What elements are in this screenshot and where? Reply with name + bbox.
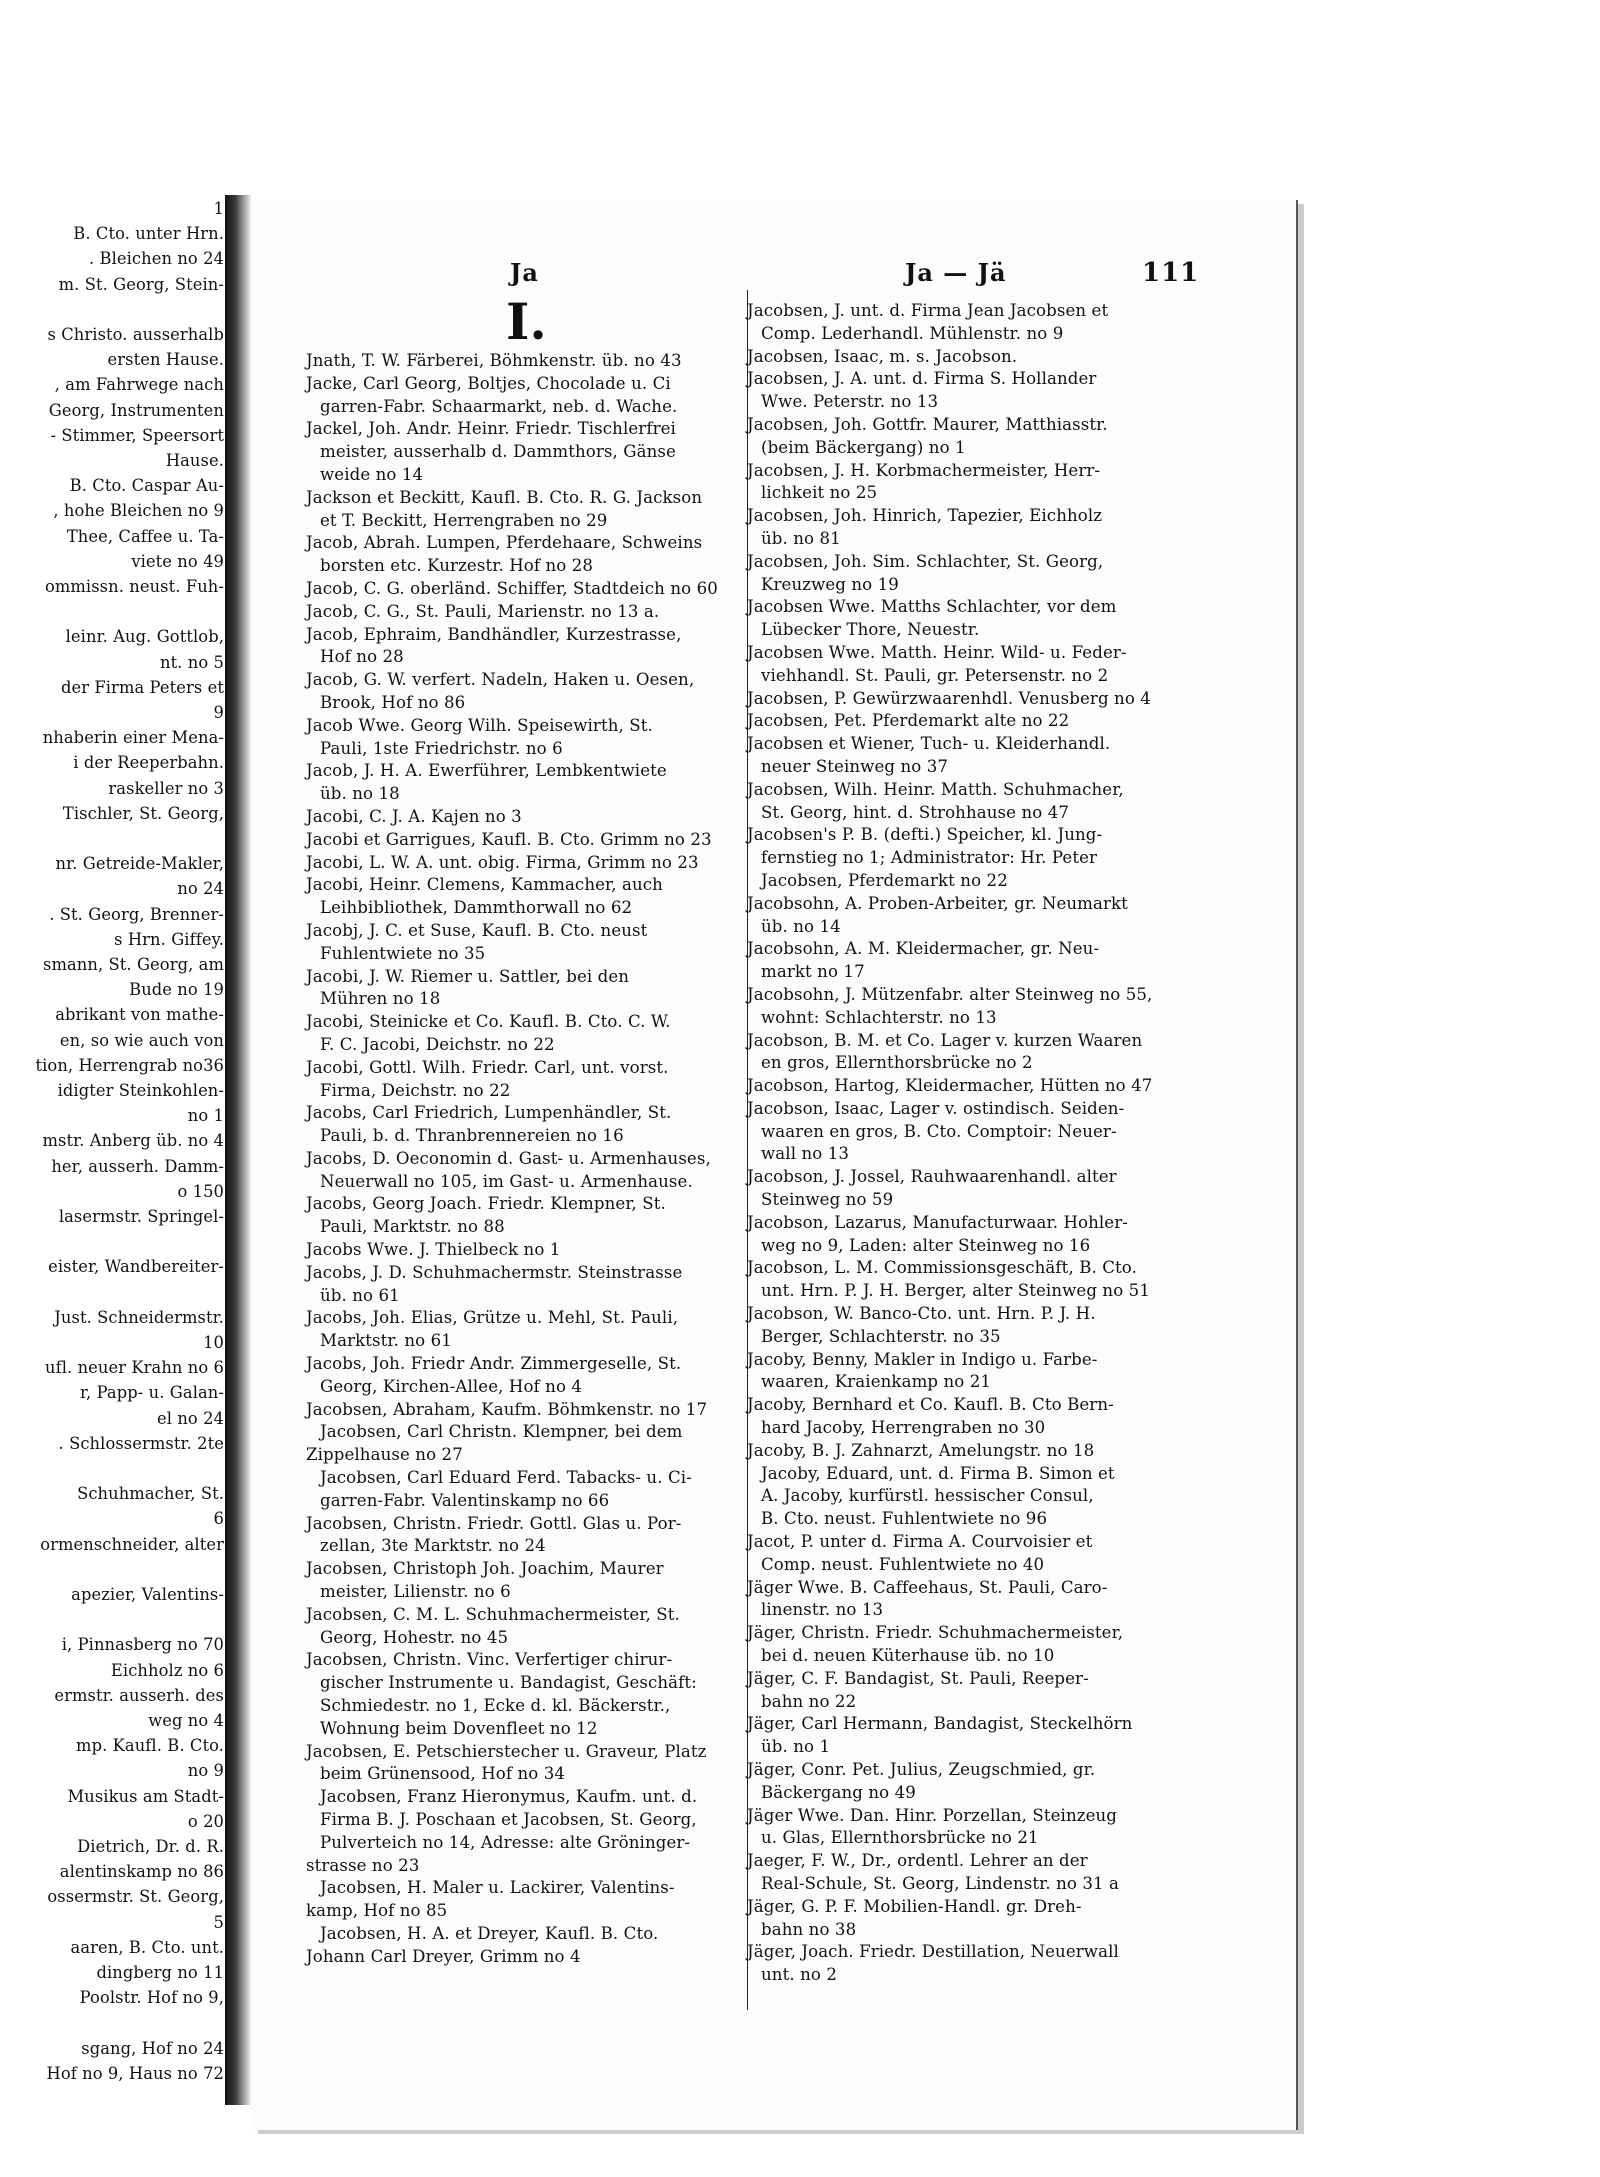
right-column-entry-line: Jäger, Conr. Pet. Julius, Zeugschmied, gr. [747, 1760, 1096, 1779]
left-column-entry-line: Jnath, T. W. Färberei, Böhmkenstr. üb. no 43 [306, 351, 682, 370]
left-column-entry-line: Jacobs, Joh. Friedr Andr. Zimmergeselle, St. [306, 1354, 682, 1374]
right-column-entry-line: Jacobsen, Pferdemarkt no 22 [761, 870, 1008, 890]
left-page-line: s Christo. ausserhalb [47, 325, 224, 344]
left-page-line: ormenschneider, alter [40, 1534, 224, 1554]
right-column-entry-line: Jacoby, Benny, Makler in Indigo u. Farbe- [747, 1349, 1098, 1369]
left-column-entry-line: Schmiedestr. no 1, Ecke d. kl. Bäckerstr., [320, 1696, 671, 1716]
left-column-entry-line: üb. no 61 [320, 1285, 400, 1305]
left-page-line: , hohe Bleichen no 9 [53, 501, 224, 521]
left-column-entry-line: Jacobsen, H. A. et Dreyer, Kaufl. B. Cto. [320, 1923, 659, 1943]
left-column-entry-line: Jacobsen, Carl Eduard Ferd. Tabacks- u. Ci- [320, 1468, 692, 1488]
right-column-entry-line: Comp. Lederhandl. Mühlenstr. no 9 [761, 323, 1064, 343]
left-page-line: Tischler, St. Georg, [62, 803, 224, 823]
left-page-line: alentinskamp no 86 [59, 1862, 224, 1882]
right-column-entry-line: hard Jacoby, Herrengraben no 30 [761, 1418, 1046, 1438]
right-column-entry-line: Jacobsohn, J. Mützenfabr. alter Steinweg no 55, [747, 984, 1153, 1004]
right-column-entry-line: Jacobsen, Pet. Pferdemarkt alte no 22 [747, 711, 1070, 731]
left-page-line: Dietrich, Dr. d. R. [77, 1837, 224, 1856]
left-column-entry-line: F. C. Jacobi, Deichstr. no 22 [320, 1034, 555, 1054]
left-column-entry-line: Jacobi, Heinr. Clemens, Kammacher, auch [306, 875, 663, 895]
right-column-entry-line: u. Glas, Ellernthorsbrücke no 21 [761, 1828, 1039, 1848]
directory-column-left [306, 350, 752, 1969]
right-column-entry-line: Jäger, C. F. Bandagist, St. Pauli, Reeper- [747, 1668, 1089, 1688]
right-column-entry-line: Jaeger, F. W., Dr., ordentl. Lehrer an der [747, 1851, 1088, 1871]
page-number: 111 [1142, 258, 1200, 288]
left-page-line: no 24 [177, 879, 224, 899]
left-page-line: no 9 [187, 1761, 224, 1781]
right-column-entry-line: waaren en gros, B. Cto. Comptoir: Neuer- [761, 1121, 1117, 1141]
left-page-line: weg no 4 [148, 1711, 224, 1730]
left-page-line: Musikus am Stadt- [67, 1786, 224, 1806]
right-column-entry-line: Jacobson, Hartog, Kleidermacher, Hütten no 47 [747, 1076, 1153, 1096]
right-column-entry-line: Jacoby, Eduard, unt. d. Firma B. Simon et [761, 1463, 1115, 1483]
left-column-entry-line: Fuhlentwiete no 35 [320, 943, 486, 963]
left-page-line: Thee, Caffee u. Ta- [66, 526, 224, 546]
left-column-entry-line: Zippelhause no 27 [306, 1445, 463, 1465]
right-column-entry-line: üb. no 1 [761, 1737, 831, 1757]
left-page-line: ersten Hause. [107, 350, 224, 370]
left-column-entry-line: Jacob, G. W. verfert. Nadeln, Haken u. Oesen, [306, 670, 695, 690]
left-facing-page [0, 200, 228, 2100]
left-page-line: ossermstr. St. Georg, [47, 1887, 224, 1907]
left-column-entry-line: Pauli, Marktstr. no 88 [320, 1217, 505, 1237]
left-column-entry-line: gischer Instrumente u. Bandagist, Geschäft: [320, 1673, 697, 1693]
left-column-entry-line: Jacobsen, Christn. Friedr. Gottl. Glas u. Por- [306, 1513, 682, 1533]
left-column-entry-line: Jacobsen, H. Maler u. Lackirer, Valentins- [320, 1878, 675, 1898]
left-page-line: 6 [213, 1509, 224, 1529]
right-column-entry-line: Jacobson, B. M. et Co. Lager v. kurzen Waaren [747, 1030, 1143, 1050]
left-page-line: o 150 [177, 1181, 224, 1201]
left-page-line: r, Papp- u. Galan- [79, 1383, 224, 1403]
left-column-entry-line: Jacob, C. G. oberländ. Schiffer, Stadtdeich no 60 [306, 578, 718, 598]
right-column-entry-line: Jacobson, W. Banco-Cto. unt. Hrn. P. J. H. [747, 1304, 1096, 1324]
left-column-entry-line: garren-Fabr. Schaarmarkt, neb. d. Wache. [320, 396, 678, 416]
left-column-entry-line: Jacob, Abrah. Lumpen, Pferdehaare, Schweins [306, 533, 703, 553]
left-page-line: smann, St. Georg, am [42, 955, 224, 974]
right-column-entry-line: Jacobsen Wwe. Matths Schlachter, vor dem [747, 597, 1117, 617]
right-column-entry-line: Jacobsen Wwe. Matth. Heinr. Wild- u. Feder- [747, 642, 1127, 662]
left-column-entry-line: Mühren no 18 [320, 989, 441, 1009]
left-column-entry-line: Georg, Kirchen-Allee, Hof no 4 [320, 1376, 583, 1396]
left-page-line: 10 [203, 1333, 224, 1352]
right-column-entry-line: viehhandl. St. Pauli, gr. Petersenstr. no 2 [761, 665, 1109, 685]
left-column-entry-line: Jacobi et Garrigues, Kaufl. B. Cto. Grimm no 23 [306, 829, 712, 849]
left-column-entry-line: üb. no 18 [320, 784, 400, 804]
left-page-line: dingberg no 11 [96, 1963, 224, 1982]
left-page-line: ufl. neuer Krahn no 6 [45, 1358, 224, 1378]
left-column-entry-line: Jacobs, D. Oeconomin d. Gast- u. Armenhauses, [306, 1148, 711, 1168]
right-column-entry-line: Jacobsen et Wiener, Tuch- u. Kleiderhandl. [747, 734, 1111, 754]
left-page-line: lasermstr. Springel- [58, 1207, 224, 1226]
left-page-line: el no 24 [157, 1408, 224, 1428]
right-column-entry-line: Wwe. Peterstr. no 13 [761, 392, 939, 412]
right-column-entry-line: Jäger Wwe. Dan. Hinr. Porzellan, Steinzeug [747, 1805, 1118, 1825]
left-page-line: Hof no 9, Haus no 72 [46, 2063, 224, 2083]
left-column-entry-line: Pauli, b. d. Thranbrennereien no 16 [320, 1126, 624, 1146]
right-column-entry-line: A. Jacoby, kurfürstl. hessischer Consul, [761, 1486, 1094, 1506]
left-column-entry-line: Jacobsen, Franz Hieronymus, Kaufm. unt. d. [320, 1787, 698, 1807]
left-page-line: nhaberin einer Mena- [42, 728, 224, 748]
left-column-entry-line: Jacobs Wwe. J. Thielbeck no 1 [306, 1240, 561, 1260]
left-column-entry-line: meister, Lilienstr. no 6 [320, 1582, 511, 1602]
right-column-entry-line: Jacobson, Lazarus, Manufacturwaar. Hohler- [747, 1212, 1128, 1232]
left-column-entry-line: Jacobs, Joh. Elias, Grütze u. Mehl, St. Pauli, [306, 1308, 679, 1328]
left-column-entry-line: Jacobsen, Christn. Vinc. Verfertiger chirur- [306, 1650, 673, 1670]
left-column-entry-line: Jacobs, J. D. Schuhmachermstr. Steinstrasse [306, 1262, 683, 1282]
right-column-entry-line: Jacobsohn, A. M. Kleidermacher, gr. Neu- [747, 939, 1100, 959]
right-column-entry-line: (beim Bäckergang) no 1 [761, 437, 966, 457]
left-page-line: raskeller no 3 [108, 778, 224, 798]
right-column-entry-line: Jacobsen, J. H. Korbmachermeister, Herr- [747, 460, 1101, 480]
right-column-entry-line: Kreuzweg no 19 [761, 574, 899, 594]
left-page-line: nr. Getreide-Makler, [55, 854, 224, 874]
left-running-head: Ja [510, 258, 539, 287]
right-column-entry-line: Jacobsen, Isaac, m. s. Jacobson. [747, 346, 1018, 366]
right-column-entry-line: Jacobsen, J. A. unt. d. Firma S. Hollander [747, 369, 1097, 389]
left-page-line: Eichholz no 6 [110, 1660, 224, 1680]
left-column-entry-line: Jacobsen, C. M. L. Schuhmachermeister, St. [306, 1604, 680, 1624]
left-page-line: 5 [213, 1912, 224, 1932]
left-column-entry-line: Jacob, Ephraim, Bandhändler, Kurzestrasse, [306, 624, 682, 644]
left-page-line: no 1 [187, 1106, 224, 1126]
left-column-entry-line: Wohnung beim Dovenfleet no 12 [320, 1718, 598, 1738]
left-page-line: apezier, Valentins- [71, 1585, 224, 1604]
book-spine [225, 195, 251, 2105]
left-column-entry-line: weide no 14 [320, 464, 424, 484]
left-column-entry-line: Neuerwall no 105, im Gast- u. Armenhause. [320, 1171, 693, 1191]
right-column-entry-line: Jacobsen, Joh. Hinrich, Tapezier, Eichholz [747, 506, 1103, 526]
left-column-entry-line: Firma B. J. Poschaan et Jacobsen, St. Georg, [320, 1810, 697, 1829]
left-column-entry-line: strasse no 23 [306, 1855, 420, 1875]
left-column-entry-line: Hof no 28 [320, 647, 404, 667]
right-column-entry-line: Jacobsen's P. B. (defti.) Speicher, kl. Jung- [747, 825, 1103, 845]
left-column-entry-line: Jacob, J. H. A. Ewerführer, Lembkentwiete [306, 761, 667, 781]
section-letter: I. [506, 292, 547, 351]
right-column-entry-line: en gros, Ellernthorsbrücke no 2 [761, 1053, 1033, 1073]
left-column-entry-line: Firma, Deichstr. no 22 [320, 1080, 511, 1100]
left-page-line: der Firma Peters et [60, 677, 224, 697]
left-page-line: nt. no 5 [159, 652, 224, 672]
left-page-line: ommissn. neust. Fuh- [44, 577, 224, 596]
left-column-entry-line: Jacobsen, E. Petschierstecher u. Graveur, Platz [306, 1741, 707, 1761]
left-page-line: Schuhmacher, St. [77, 1484, 224, 1504]
right-column-entry-line: Comp. neust. Fuhlentwiete no 40 [761, 1554, 1045, 1574]
left-column-entry-line: Marktstr. no 61 [320, 1331, 452, 1351]
right-column-entry-line: weg no 9, Laden: alter Steinweg no 16 [761, 1235, 1091, 1255]
left-page-line: 1 [213, 200, 224, 218]
left-column-entry-line: Jacob, C. G., St. Pauli, Marienstr. no 13 a. [306, 601, 660, 621]
right-column-entry-line: Steinweg no 59 [761, 1190, 894, 1210]
right-column-entry-line: Jacot, P. unter d. Firma A. Courvoisier et [747, 1532, 1093, 1552]
left-column-entry-line: beim Grünensood, Hof no 34 [320, 1764, 566, 1784]
left-page-line: 9 [213, 703, 224, 722]
right-running-head: Ja — Jä [905, 258, 1007, 287]
right-column-entry-line: fernstieg no 1; Administrator: Hr. Peter [761, 848, 1098, 868]
right-column-entry-line: Jacobson, Isaac, Lager v. ostindisch. Seiden- [747, 1098, 1125, 1118]
left-page-line: . St. Georg, Brenner- [49, 904, 224, 924]
left-page-line: viete no 49 [131, 551, 224, 571]
left-page-line: en, so wie auch von [59, 1030, 224, 1050]
left-page-line: eister, Wandbereiter- [48, 1257, 224, 1277]
right-column-entry-line: Jäger, G. P. F. Mobilien-Handl. gr. Dreh- [747, 1896, 1082, 1916]
left-column-entry-line: Jacobs, Carl Friedrich, Lumpenhändler, St. [306, 1103, 672, 1123]
right-column-entry-line: bahn no 38 [761, 1919, 857, 1939]
right-column-entry-line: Jacobsen, J. unt. d. Firma Jean Jacobsen et [747, 301, 1109, 320]
right-column-entry-line: Jacoby, Bernhard et Co. Kaufl. B. Cto Bern- [747, 1395, 1114, 1415]
left-column-entry-line: Jacobi, L. W. A. unt. obig. Firma, Grimm no 23 [306, 852, 699, 872]
left-page-line: - Stimmer, Speersort [50, 425, 224, 445]
right-column-entry-line: üb. no 14 [761, 916, 841, 936]
left-page-line: B. Cto. Caspar Au- [69, 476, 224, 496]
left-page-line: m. St. Georg, Stein- [58, 274, 224, 294]
left-page-line: idigter Steinkohlen- [57, 1081, 224, 1100]
left-page-line: tion, Herrengrab no36 [35, 1055, 224, 1075]
left-page-line: i, Pinnasberg no 70 [61, 1635, 224, 1655]
left-page-line: sgang, Hof no 24 [81, 2038, 224, 2058]
right-column-entry-line: Lübecker Thore, Neuestr. [761, 620, 980, 640]
right-column-entry-line: bahn no 22 [761, 1691, 857, 1711]
right-column-entry-line: Jacobsen, Joh. Sim. Schlachter, St. Georg, [747, 551, 1104, 571]
left-page-line: leinr. Aug. Gottlob, [65, 627, 224, 647]
right-column-entry-line: neuer Steinweg no 37 [761, 756, 949, 776]
right-column-entry-line: wohnt: Schlachterstr. no 13 [761, 1007, 997, 1027]
left-column-entry-line: Jacobi, J. W. Riemer u. Sattler, bei den [306, 966, 630, 986]
right-column-entry-line: Jacoby, B. J. Zahnarzt, Amelungstr. no 18 [747, 1440, 1095, 1460]
left-page-line: Just. Schneidermstr. [54, 1307, 224, 1327]
left-column-entry-line: Pauli, 1ste Friedrichstr. no 6 [320, 738, 563, 758]
left-page-line: Georg, Instrumenten [48, 400, 224, 420]
right-column-entry-line: bei d. neuen Küterhause üb. no 10 [761, 1646, 1055, 1666]
left-column-entry-line: et T. Beckitt, Herrengraben no 29 [320, 510, 608, 530]
right-column-entry-line: Jäger Wwe. B. Caffeehaus, St. Pauli, Caro- [747, 1577, 1108, 1597]
right-column-entry-line: Jacobsen, Joh. Gottfr. Maurer, Matthiasstr. [747, 414, 1108, 434]
right-column-entry-line: Jäger, Joach. Friedr. Destillation, Neuerwall [747, 1942, 1119, 1962]
left-column-entry-line: Jacob Wwe. Georg Wilh. Speisewirth, St. [306, 715, 653, 735]
right-column-entry-line: wall no 13 [761, 1144, 850, 1164]
right-column-entry-line: St. Georg, hint. d. Strohhause no 47 [761, 802, 1070, 822]
left-column-entry-line: Jacobsen, Carl Christn. Klempner, bei dem [320, 1422, 683, 1442]
right-column-entry-line: Berger, Schlachterstr. no 35 [761, 1326, 1001, 1346]
right-column-entry-line: waaren, Kraienkamp no 21 [761, 1372, 992, 1392]
left-column-entry-line: Jackel, Joh. Andr. Heinr. Friedr. Tischlerfrei [306, 419, 676, 439]
left-column-entry-line: Jacobs, Georg Joach. Friedr. Klempner, St. [306, 1194, 666, 1214]
left-page-line: mstr. Anberg üb. no 4 [42, 1131, 224, 1151]
left-column-entry-line: Jacobi, Steinicke et Co. Kaufl. B. Cto. C. W. [306, 1012, 671, 1032]
left-column-entry-line: Jackson et Beckitt, Kaufl. B. Cto. R. G. Jackson [306, 487, 703, 507]
right-column-entry-line: Jacobson, J. Jossel, Rauhwaarenhandl. alter [747, 1167, 1117, 1187]
left-page-line: o 20 [187, 1811, 224, 1831]
left-column-entry-line: Johann Carl Dreyer, Grimm no 4 [306, 1946, 581, 1966]
left-column-entry-line: Jacobj, J. C. et Suse, Kaufl. B. Cto. neust [306, 920, 648, 940]
left-column-entry-line: meister, ausserhalb d. Dammthors, Gänse [320, 442, 676, 462]
right-column-entry-line: Jacobsen, P. Gewürzwaarenhdl. Venusberg no 4 [747, 688, 1151, 708]
right-column-entry-line: Real-Schule, St. Georg, Lindenstr. no 31 a [761, 1873, 1120, 1893]
left-page-line: her, ausserh. Damm- [51, 1156, 224, 1176]
right-column-entry-line: Jäger, Carl Hermann, Bandagist, Steckelhörn [747, 1714, 1133, 1734]
left-page-line: s Hrn. Giffey. [114, 929, 224, 949]
left-column-entry-line: Jacobsen, Abraham, Kaufm. Böhmkenstr. no 17 [306, 1399, 708, 1419]
left-column-entry-line: Jacke, Carl Georg, Boltjes, Chocolade u. Ci [306, 373, 671, 393]
left-column-entry-line: Leihbibliothek, Dammthorwall no 62 [320, 898, 633, 918]
left-column-entry-line: Jacobi, C. J. A. Kajen no 3 [306, 806, 522, 826]
left-page-line: B. Cto. unter Hrn. [73, 224, 224, 244]
left-page-line: Hause. [165, 451, 224, 470]
right-column-entry-line: unt. Hrn. P. J. H. Berger, alter Steinweg no 51 [761, 1281, 1150, 1301]
left-page-line: . Schlossermstr. 2te [58, 1433, 224, 1453]
left-column-entry-line: borsten etc. Kurzestr. Hof no 28 [320, 556, 594, 576]
left-column-entry-line: Brook, Hof no 86 [320, 692, 466, 712]
right-column-entry-line: Jacobsohn, A. Proben-Arbeiter, gr. Neumarkt [747, 893, 1128, 913]
left-page-line: ermstr. ausserh. des [54, 1685, 224, 1705]
left-page-line: Bude no 19 [129, 980, 224, 1000]
left-column-entry-line: kamp, Hof no 85 [306, 1901, 448, 1921]
right-column-entry-line: Bäckergang no 49 [761, 1782, 916, 1802]
right-column-entry-line: B. Cto. neust. Fuhlentwiete no 96 [761, 1509, 1048, 1529]
left-page-line: abrikant von mathe- [55, 1005, 224, 1025]
left-page-line: aaren, B. Cto. unt. [70, 1937, 224, 1957]
left-page-line: . Bleichen no 24 [88, 249, 224, 269]
right-column-entry-line: unt. no 2 [761, 1965, 838, 1985]
right-column-entry-line: üb. no 81 [761, 528, 841, 548]
directory-column-right [747, 300, 1193, 1987]
right-column-entry-line: lichkeit no 25 [761, 483, 878, 503]
right-column-entry-line: markt no 17 [761, 962, 865, 982]
left-page-line: , am Fahrwege nach [54, 375, 224, 395]
right-column-entry-line: Jäger, Christn. Friedr. Schuhmachermeister, [747, 1623, 1124, 1643]
right-column-entry-line: linenstr. no 13 [761, 1600, 884, 1620]
left-column-entry-line: Jacobsen, Christoph Joh. Joachim, Maurer [306, 1559, 664, 1579]
left-page-line: Poolstr. Hof no 9, [79, 1988, 224, 2008]
right-column-entry-line: Jacobsen, Wilh. Heinr. Matth. Schuhmacher, [747, 779, 1124, 799]
left-column-entry-line: garren-Fabr. Valentinskamp no 66 [320, 1490, 610, 1510]
left-column-entry-line: Jacobi, Gottl. Wilh. Friedr. Carl, unt. vorst. [306, 1057, 669, 1077]
left-page-line: i der Reeperbahn. [73, 753, 224, 773]
left-column-entry-line: Pulverteich no 14, Adresse: alte Gröninger- [320, 1832, 691, 1852]
left-page-line: mp. Kaufl. B. Cto. [76, 1736, 224, 1756]
left-column-entry-line: zellan, 3te Marktstr. no 24 [320, 1536, 546, 1556]
right-column-entry-line: Jacobson, L. M. Commissionsgeschäft, B. Cto. [747, 1258, 1137, 1278]
left-column-entry-line: Georg, Hohestr. no 45 [320, 1627, 509, 1647]
